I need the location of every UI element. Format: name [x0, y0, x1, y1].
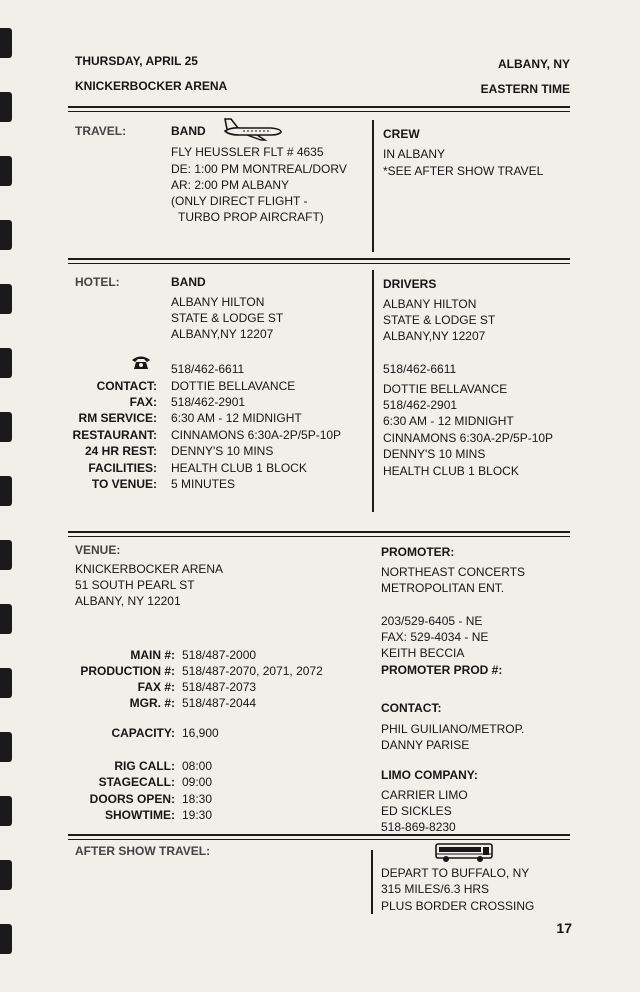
after-show-line: PLUS BORDER CROSSING [381, 899, 535, 913]
travel-band-line: FLY HEUSSLER FLT # 4635 [171, 145, 324, 159]
promoter-name: METROPOLITAN ENT. [381, 581, 505, 595]
binding-ring [0, 220, 12, 250]
venue-time-label: DOORS OPEN: [89, 792, 175, 806]
limo-heading: LIMO COMPANY: [381, 768, 478, 782]
binding-ring [0, 796, 12, 826]
venue-phone-value: 518/487-2000 [182, 648, 257, 662]
promoter-contact: PHIL GUILIANO/METROP. [381, 722, 525, 736]
venue-time-label: SHOWTIME: [105, 808, 175, 822]
travel-band-line: DE: 1:00 PM MONTREAL/DORV [171, 162, 347, 176]
hotel-drivers-detail: 518/462-2901 [383, 398, 458, 412]
binding-ring [0, 540, 12, 570]
hotel-drivers-phone: 518/462-6611 [383, 362, 457, 376]
column-divider [372, 120, 374, 252]
hotel-label: HOTEL: [75, 275, 120, 289]
hotel-field-label: FACILITIES: [88, 461, 157, 475]
venue-time-label: STAGECALL: [98, 775, 175, 789]
promoter-phone: FAX: 529-4034 - NE [381, 630, 489, 644]
hotel-band-address: ALBANY,NY 12207 [171, 327, 274, 341]
travel-band-line: TURBO PROP AIRCRAFT) [178, 210, 324, 224]
binding-ring [0, 92, 12, 122]
hotel-band-detail: DENNY'S 10 MINS [171, 444, 274, 458]
venue-phone-value: 518/487-2073 [182, 680, 257, 694]
promoter-prod-heading: PROMOTER PROD #: [381, 663, 503, 677]
venue-phone-label: PRODUCTION #: [80, 664, 175, 678]
column-divider [371, 850, 373, 914]
column-divider [372, 270, 374, 512]
travel-band-line: AR: 2:00 PM ALBANY [171, 178, 290, 192]
binding-ring [0, 476, 12, 506]
venue-time-label: RIG CALL: [114, 759, 175, 773]
travel-crew-line: IN ALBANY [383, 147, 446, 161]
venue-phone-label: MGR. #: [129, 696, 175, 710]
venue-address: KNICKERBOCKER ARENA [75, 562, 224, 576]
hotel-drivers-address: ALBANY,NY 12207 [383, 329, 486, 343]
hotel-band-detail: HEALTH CLUB 1 BLOCK [171, 461, 307, 475]
venue-time-value: 09:00 [182, 775, 213, 789]
page-number: 17 [556, 920, 572, 936]
hotel-band-address: STATE & LODGE ST [171, 311, 284, 325]
hotel-drivers-address: STATE & LODGE ST [383, 313, 496, 327]
divider [68, 839, 570, 840]
divider [68, 111, 570, 112]
hotel-field-label: RESTAURANT: [72, 428, 157, 442]
hotel-drivers-detail: DOTTIE BELLAVANCE [383, 382, 508, 396]
venue-address: 51 SOUTH PEARL ST [75, 578, 195, 592]
binding-ring [0, 412, 12, 442]
binding-ring [0, 860, 12, 890]
venue-phone-value: 518/487-2044 [182, 696, 257, 710]
venue-phone-value: 518/487-2070, 2071, 2072 [182, 664, 323, 678]
binding-ring [0, 732, 12, 762]
venue-time-value: 19:30 [182, 808, 213, 822]
promoter-contact-heading: CONTACT: [381, 701, 442, 715]
after-show-line: 315 MILES/6.3 HRS [381, 882, 490, 896]
divider [68, 536, 570, 537]
travel-crew-line: *SEE AFTER SHOW TRAVEL [383, 164, 544, 178]
travel-band-heading: BAND [171, 124, 206, 138]
hotel-drivers-detail: DENNY'S 10 MINS [383, 447, 486, 461]
hotel-field-label: RM SERVICE: [78, 411, 157, 425]
venue-capacity-label: CAPACITY: [111, 726, 175, 740]
hotel-drivers-detail: HEALTH CLUB 1 BLOCK [383, 464, 519, 478]
binding-ring [0, 156, 12, 186]
binding-ring [0, 348, 12, 378]
divider [68, 834, 570, 836]
tour-bus-icon [434, 842, 494, 864]
phone-icon [131, 354, 151, 370]
hotel-band-detail: CINNAMONS 6:30A-2P/5P-10P [171, 428, 342, 442]
venue-capacity-value: 16,900 [182, 726, 219, 740]
travel-label: TRAVEL: [75, 124, 127, 138]
venue-time-value: 08:00 [182, 759, 213, 773]
hotel-drivers-address: ALBANY HILTON [383, 297, 477, 311]
limo-line: ED SICKLES [381, 804, 452, 818]
venue-label: VENUE: [75, 543, 121, 557]
hotel-band-address: ALBANY HILTON [171, 295, 265, 309]
hotel-field-label: TO VENUE: [91, 477, 157, 491]
hotel-band-detail: 5 MINUTES [171, 477, 236, 491]
travel-crew-heading: CREW [383, 127, 420, 141]
header-timezone: EASTERN TIME [480, 82, 570, 96]
hotel-band-detail: 518/462-2901 [171, 395, 246, 409]
venue-phone-label: FAX #: [137, 680, 175, 694]
venue-time-value: 18:30 [182, 792, 213, 806]
hotel-band-detail: DOTTIE BELLAVANCE [171, 379, 296, 393]
hotel-drivers-detail: CINNAMONS 6:30A-2P/5P-10P [383, 431, 554, 445]
travel-band-line: (ONLY DIRECT FLIGHT - [171, 194, 308, 208]
header-date: THURSDAY, APRIL 25 [75, 54, 198, 68]
limo-line: CARRIER LIMO [381, 788, 468, 802]
hotel-drivers-detail: 6:30 AM - 12 MIDNIGHT [383, 414, 514, 428]
divider [68, 263, 570, 264]
header-city: ALBANY, NY [497, 57, 570, 71]
binding-ring [0, 924, 12, 954]
binding-ring [0, 668, 12, 698]
after-show-line: DEPART TO BUFFALO, NY [381, 866, 530, 880]
binding-ring [0, 28, 12, 58]
promoter-name: NORTHEAST CONCERTS [381, 565, 526, 579]
limo-line: 518-869-8230 [381, 820, 456, 834]
divider [68, 531, 570, 533]
divider [68, 258, 570, 260]
promoter-phone: KEITH BECCIA [381, 646, 465, 660]
airplane-icon [223, 117, 283, 141]
hotel-band-detail: 6:30 AM - 12 MIDNIGHT [171, 411, 302, 425]
after-show-label: AFTER SHOW TRAVEL: [75, 844, 211, 858]
venue-address: ALBANY, NY 12201 [75, 594, 181, 608]
hotel-band-phone: 518/462-6611 [171, 362, 245, 376]
promoter-phone: 203/529-6405 - NE [381, 614, 483, 628]
binding-ring [0, 604, 12, 634]
hotel-drivers-heading: DRIVERS [383, 277, 437, 291]
divider [68, 106, 570, 108]
promoter-contact: DANNY PARISE [381, 738, 470, 752]
venue-phone-label: MAIN #: [130, 648, 175, 662]
hotel-band-heading: BAND [171, 275, 206, 289]
hotel-field-label: 24 HR REST: [84, 444, 157, 458]
promoter-heading: PROMOTER: [381, 545, 455, 559]
binding-ring [0, 284, 12, 314]
hotel-field-label: CONTACT: [96, 379, 157, 393]
hotel-field-label: FAX: [129, 395, 157, 409]
header-venue: KNICKERBOCKER ARENA [75, 79, 228, 93]
